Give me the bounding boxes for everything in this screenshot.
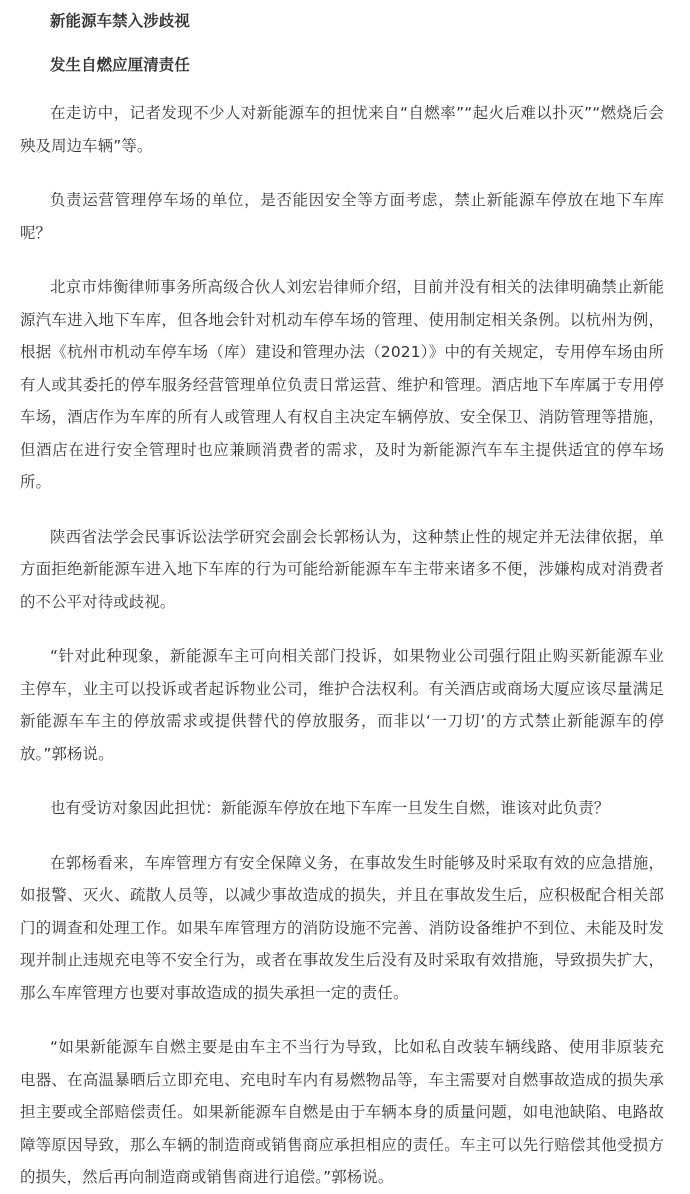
paragraph-guo-discrimination: 陕西省法学会民事诉讼法学研究会副会长郭杨认为，这种禁止性的规定并无法律依据，单方面拒绝新能源车进入地下车库的行为可能给新能源车车主带来诸多不便，涉嫌构成对消费者的不公平对待或歧视。 xyxy=(20,527,664,611)
paragraph-owner-liability: “如果新能源车自燃主要是由车主不当行为导致，比如私自改装车辆线路、使用非原装充电器、在高温暴晒后立即充电、充电时车内有易燃物品等，车主需要对自燃事故造成的损失承担主要或全部赔偿责任。如果新能源车自燃是由于车辆本身的质量问题，如电池缺陷、电路故障等原因导致，那么车辆的制造商或销售商应承担相应的责任。车主可以先行赔偿其他受损方的损失，然后再向制造商或销售商进行追偿。”郭杨说。 xyxy=(20,1038,664,1186)
paragraph-concerns: 在走访中，记者发现不少人对新能源车的担忧来自“自燃率”“起火后难以扑灭”“燃烧后会殃及周边车辆”等。 xyxy=(20,104,664,155)
section-heading-responsibility: 发生自燃应厘清责任 xyxy=(50,56,190,74)
paragraph-lawyer-liu: 北京市炜衡律师事务所高级合伙人刘宏岩律师介绍，目前并没有相关的法律明确禁止新能源汽车进入地下车库，但各地会针对机动车停车场的管理、使用制定相关条例。以杭州为例，根据《杭州市机动车停车场（库）建设和管理办法（2021）》中的有关规定，专用停车场由所有人或其委托的停车服务经营管理单位负责日常运营、维护和管理。酒店地下车库属于专用停车场，酒店作为车库的所有人或管理人有权自主决定车辆停放、安全保卫、消防管理等措施，但酒店在进行安全管理时也应兼顾消费者的需求，及时为新能源汽车车主提供适宜的停车场所。 xyxy=(20,278,664,491)
paragraph-question: 负责运营管理停车场的单位，是否能因安全等方面考虑，禁止新能源车停放在地下车库呢？ xyxy=(20,191,664,242)
section-heading-ban: 新能源车禁入涉歧视 xyxy=(50,12,190,30)
paragraph-garage-duty: 在郭杨看来，车库管理方有安全保障义务，在事故发生时能够及时采取有效的应急措施，如报警、灭火、疏散人员等，以减少事故造成的损失，并且在事故发生后，应积极配合相关部门的调查和处理工作。如果车库管理方的消防设施不完善、消防设备维护不到位、未能及时发现并制止违规充电等不安全行为，或者在事故发生后没有及时采取有效措施，导致损失扩大，那么车库管理方也要对事故造成的损失承担一定的责任。 xyxy=(20,853,664,1002)
paragraph-liability-question: 也有受访对象因此担忧：新能源车停放在地下车库一旦发生自燃，谁该对此负责？ xyxy=(50,799,610,817)
paragraph-guo-complaint: “针对此种现象，新能源车主可向相关部门投诉，如果物业公司强行阻止购买新能源车业主停车，业主可以投诉或者起诉物业公司，维护合法权利。有关酒店或商场大厦应该尽量满足新能源车车主的停放需求或提供替代的停放服务，而非以‘一刀切’的方式禁止新能源车的停放。”郭杨说。 xyxy=(20,647,664,763)
